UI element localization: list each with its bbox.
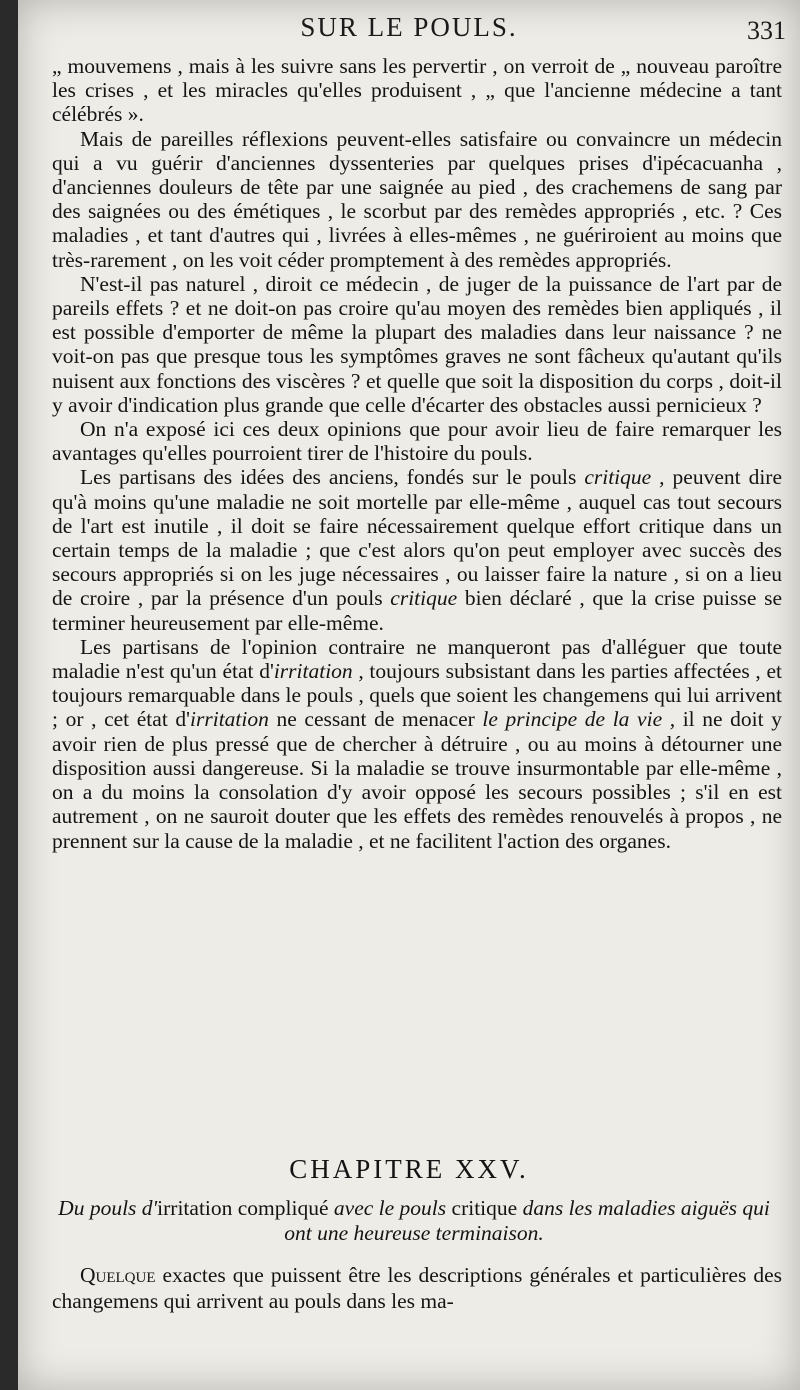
book-page: [18, 0, 800, 1390]
text-run: exactes que puissent être les descriptions générales et particulières des changemens qui arrivent au pouls dans les ma-: [52, 1263, 782, 1313]
text-run: il ne doit y avoir rien de plus pressé que de chercher à détruire , ou au moins à détourner une disposition aussi dangereuse. Si la maladie se trouve insurmontable par elle-même , on a du moins la consolation d'y avoir opposé les secours possibles ; s'il en est autrement , on ne sauroit douter que les effets des remèdes renouvelés à propos , ne prennent sur la cause de la maladie , et ne facilitent l'action des organes.: [52, 707, 782, 853]
text-run: Les partisans de l'opinion contraire ne manqueront pas d'alléguer que toute maladie n'est qu'un état d': [52, 634, 782, 684]
subtitle-run: dans les maladies aiguës qui ont une heureuse terminaison.: [284, 1196, 770, 1245]
page-number: 331: [747, 16, 786, 45]
lead-word: Quelque: [80, 1263, 156, 1287]
paragraph-5: [52, 465, 782, 634]
italic-term: critique ,: [584, 465, 665, 490]
subtitle-run: irritation compliqué: [157, 1196, 334, 1220]
subtitle-run: d': [141, 1196, 158, 1220]
text-run: peuvent dire qu'à moins qu'une maladie ne soit mortelle par elle-même , auquel cas tout secours de l'art est inutile , il doit se faire nécessairement quelque effort critique dans un certain temps de la maladie ; que c'est alors qu'on peut employer avec succès des secours appropriés si on les juge nécessaires , ou laisser faire la nature , si on a lieu de croire , par la présence d'un pouls: [52, 465, 782, 611]
chapter-title: CHAPITRE XXV.: [289, 1154, 529, 1184]
paragraph-2: Mais de pareilles réflexions peuvent-elles satisfaire ou convaincre un médecin qui a vu guérir d'anciennes dyssenteries par quelques prises d'ipécacuanha , d'anciennes douleurs de tête par une saignée au pied , des crachemens de sang par des saignées ou des émétiques , le scorbut par des remèdes appropriés , etc. ? Ces maladies , et tant d'autres qui , livrées à elles-mêmes , ne guériroient au moins que très-rarement , on les voit céder promptement à des remèdes appropriés.: [52, 126, 782, 272]
italic-term: critique: [390, 586, 458, 611]
text-run: bien déclaré , que la crise puisse se terminer heureusement par elle-même.: [52, 586, 782, 635]
closing-paragraph: [52, 1262, 782, 1314]
text-run: toujours subsistant dans les parties affectées , et toujours remarquable dans le pouls , quels que soient les changemens qui lui arrivent ; or , cet état d': [52, 659, 782, 732]
text-run: ne cessant de menacer: [268, 707, 483, 732]
subtitle-run: Du pouls: [58, 1196, 142, 1220]
chapter-subtitle: [58, 1196, 770, 1246]
running-head: SUR LE POULS.: [300, 12, 518, 42]
page-header: [18, 12, 800, 52]
italic-term: irritation ,: [273, 659, 364, 684]
text-run: Les partisans des idées des anciens, fondés sur le pouls: [80, 465, 585, 490]
paragraph-1: „ mouvemens , mais à les suivre sans les pervertir , on verroit de „ nouveau paroître les crises , et les miracles qu'elles produisent , „ que l'ancienne médecine a tant célébrés ».: [52, 54, 782, 127]
paragraph-6: [52, 635, 782, 853]
subtitle-run: avec le pouls: [333, 1196, 452, 1220]
italic-term: le principe de la vie ,: [482, 707, 676, 732]
subtitle-run: critique: [451, 1196, 523, 1220]
body-text: [52, 54, 782, 853]
paragraph-3: N'est-il pas naturel , diroit ce médecin , de juger de la puissance de l'art par de pareils effets ? et ne doit-on pas croire qu'au moyen des remèdes bien appliqués , il est possible d'emporter de même la plupart des maladies dans leur naissance ? ne voit-on pas que presque tous les symptômes graves ne sont fâcheux qu'autant qu'ils nuisent aux fonctions des viscères ? et quelle que soit la disposition du corps , doit-il y avoir d'indication plus grande que celle d'écarter des obstacles aussi pernicieux ?: [52, 271, 782, 417]
paragraph-4: On n'a exposé ici ces deux opinions que pour avoir lieu de faire remarquer les avantages qu'elles pourroient tirer de l'histoire du pouls.: [52, 417, 782, 466]
italic-term: irritation: [190, 707, 269, 732]
